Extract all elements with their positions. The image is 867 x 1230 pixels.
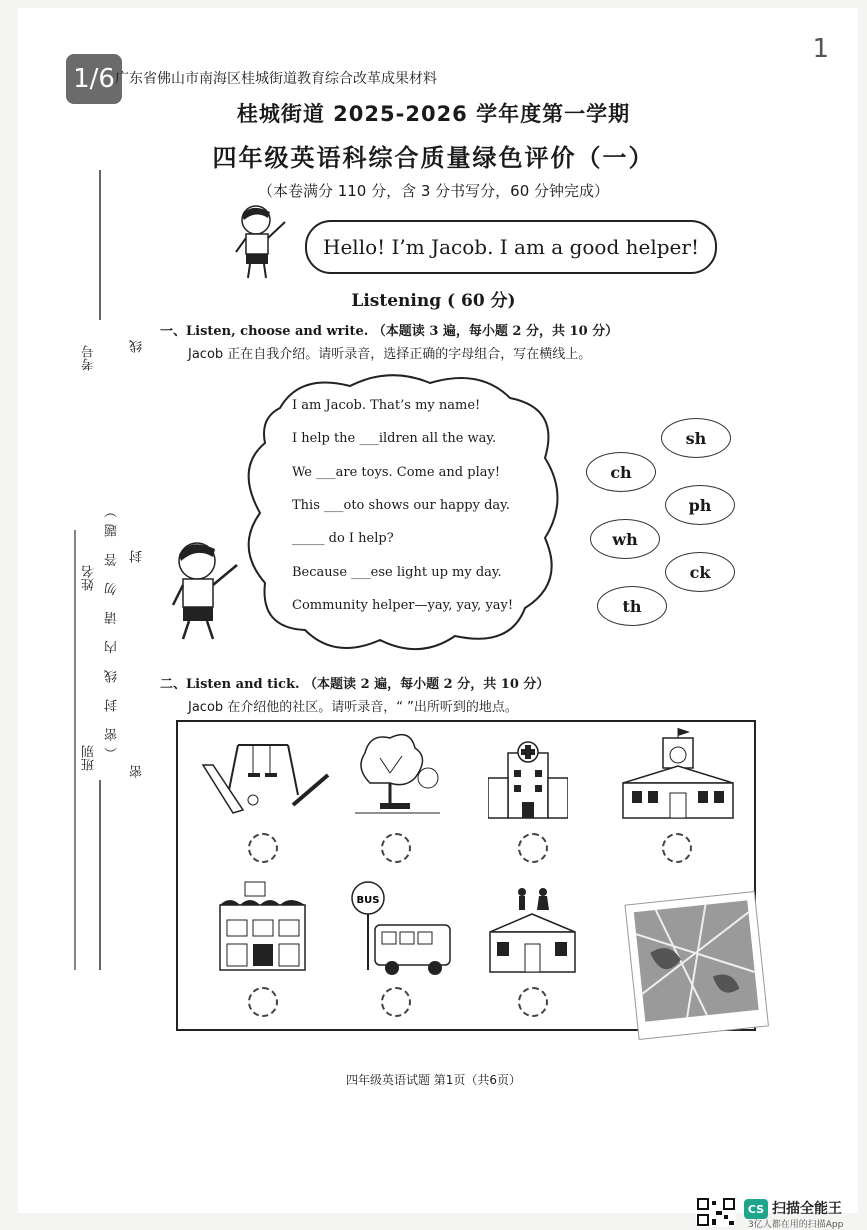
option-cloud-sh: sh (661, 418, 731, 458)
q1-sentence-1: I am Jacob. That’s my name! (292, 398, 481, 413)
q1-sentence-2: I help the ___ildren all the way. (292, 431, 497, 446)
tick-circle-1[interactable] (248, 833, 278, 863)
exam-subtitle: （本卷满分 110 分，含 3 分书写分，60 分钟完成） (257, 182, 610, 200)
q2-instruction: Jacob 在介绍他的社区。请听录音，“ ”出所听到的地点。 (188, 700, 518, 715)
tick-circle-5[interactable] (248, 987, 278, 1017)
corner-page-number: 1 (812, 34, 829, 64)
option-cloud-ch: ch (586, 452, 656, 492)
school-icon (618, 728, 740, 823)
park-icon (350, 728, 445, 828)
option-cloud-wh: wh (590, 519, 660, 559)
option-cloud-ph: ph (665, 485, 735, 525)
tick-circle-7[interactable] (518, 987, 548, 1017)
scanner-app-name: 扫描全能王 (772, 1201, 842, 1217)
playground-icon (198, 735, 338, 825)
header-note: 广东省佛山市南海区桂城街道教育综合改革成果材料 (115, 71, 437, 87)
tick-circle-4[interactable] (662, 833, 692, 863)
scanner-tagline: 3亿人都在用的扫描App (748, 1220, 844, 1230)
q1-sentence-5: _____ do I help? (292, 531, 394, 546)
q1-instruction: Jacob 正在自我介绍。请听录音，选择正确的字母组合，写在横线上。 (188, 347, 592, 362)
map-photo-image (622, 888, 772, 1048)
class-label: 班别 (82, 745, 97, 771)
qr-code-icon (696, 1197, 736, 1227)
q1-heading: 一、Listen, choose and write. （本题读 3 遍，每小题 2 分，共 10 分） (160, 324, 619, 339)
greeting-speech-bubble (305, 220, 717, 274)
seal-line-warning: （密 封 线 内 请 勿 答 题） (105, 499, 120, 760)
tick-circle-2[interactable] (381, 833, 411, 863)
name-label: 姓名 (82, 565, 97, 591)
seal-char-secret: 密 (130, 765, 145, 778)
jacob-boy-illustration-2 (165, 535, 245, 650)
q2-heading: 二、Listen and tick. （本题读 2 遍，每小题 2 分，共 10 分） (160, 677, 550, 692)
jacob-boy-illustration (230, 200, 295, 285)
seal-char-seal: 封 (130, 550, 145, 563)
exam-title-line2: 四年级英语科综合质量绿色评价（一） (212, 144, 655, 172)
greeting-text: Hello! I’m Jacob. I am a good helper! (323, 235, 699, 259)
q1-sentence-7: Community helper—yay, yay, yay! (292, 598, 514, 613)
bus-station-icon (340, 880, 455, 980)
exam-number-label: 考号 (82, 345, 97, 371)
bus-sign-text: BUS (356, 895, 380, 906)
exam-title-line1: 桂城街道 2025-2026 学年度第一学期 (236, 102, 631, 126)
community-centre-icon (485, 882, 580, 977)
hospital-icon (488, 738, 568, 823)
page-footer: 四年级英语试题 第1页（共6页） (345, 1073, 522, 1087)
tick-circle-6[interactable] (381, 987, 411, 1017)
q1-sentence-6: Because ___ese light up my day. (292, 565, 502, 580)
camscanner-logo-icon: CS (744, 1199, 768, 1219)
q1-sentence-4: This ___oto shows our happy day. (292, 498, 510, 513)
tick-circle-3[interactable] (518, 833, 548, 863)
supermarket-icon (215, 880, 310, 975)
page-indicator-badge[interactable]: 1/6 (66, 54, 122, 104)
listening-section-title: Listening ( 60 分) (351, 291, 516, 311)
option-cloud-th: th (597, 586, 667, 626)
option-cloud-ck: ck (665, 552, 735, 592)
seal-char-line: 线 (130, 340, 145, 353)
q1-sentence-3: We ___are toys. Come and play! (292, 465, 501, 480)
